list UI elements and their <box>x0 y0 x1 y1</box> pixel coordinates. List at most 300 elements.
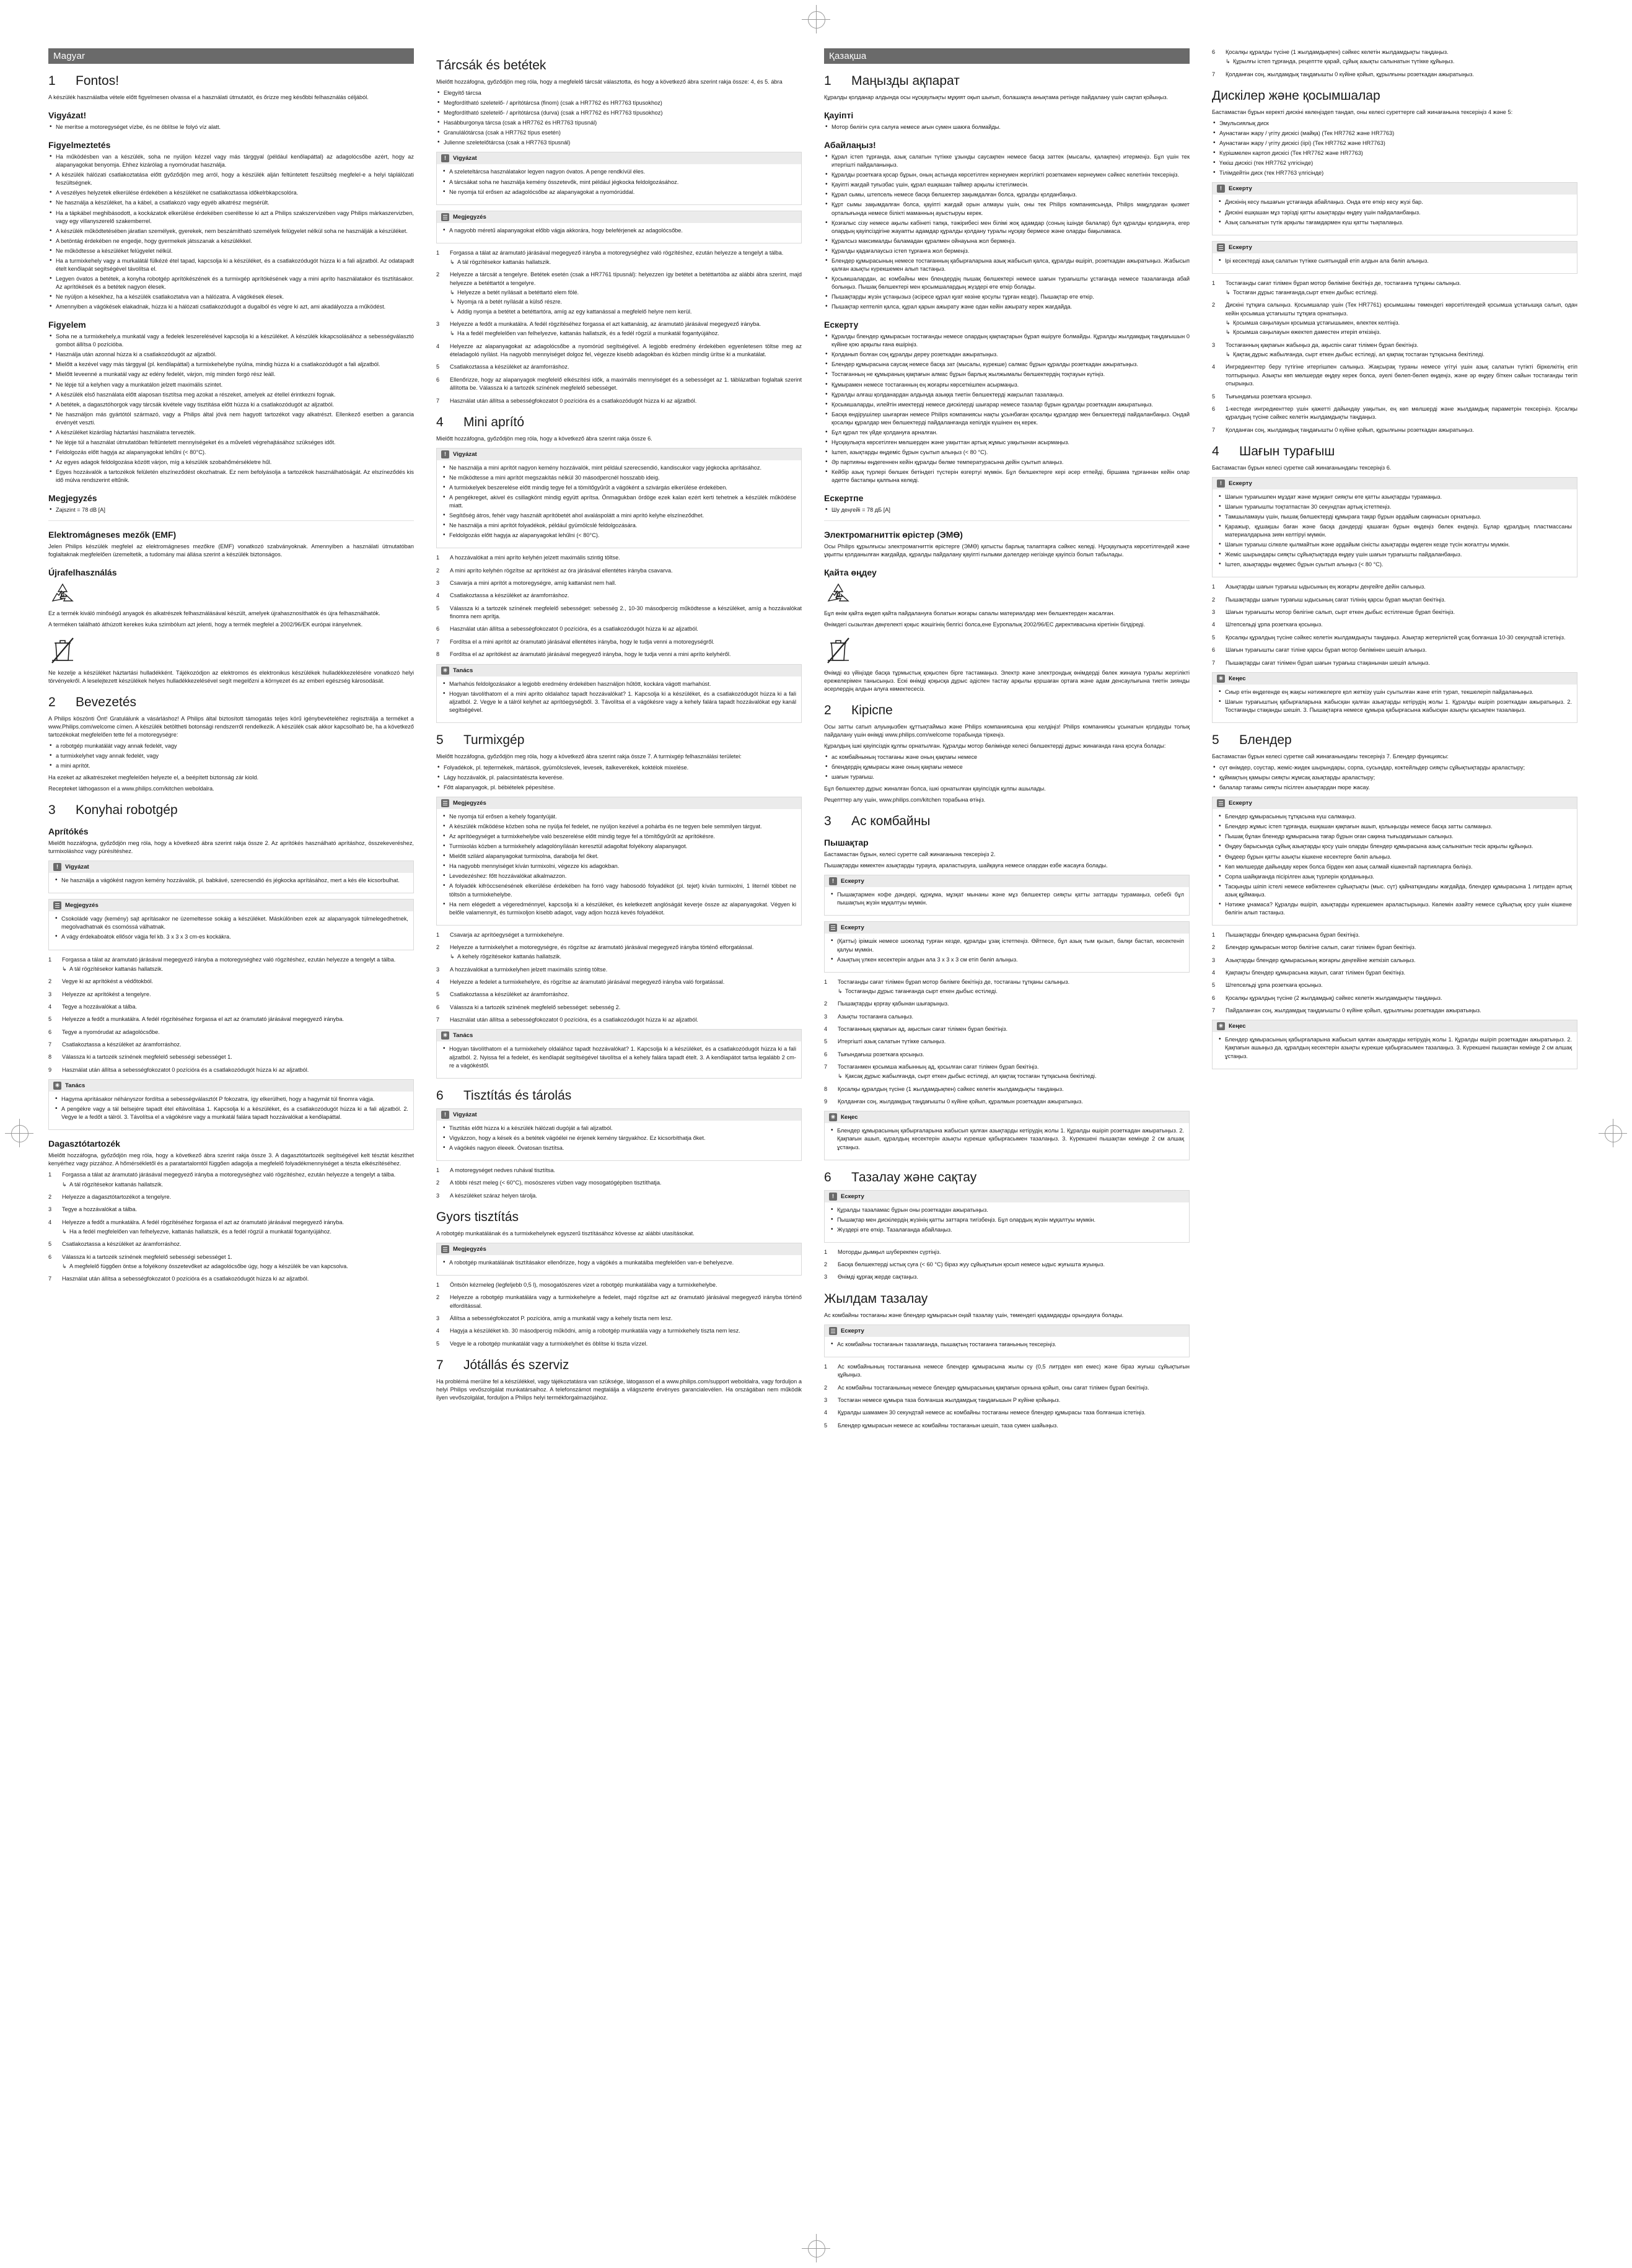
step-text: Vegye le a robotgép munkatálát vagy a turmixkelyhet és öblítse ki tiszta vízzel. <box>450 1340 648 1347</box>
box-body <box>49 911 413 949</box>
box-title: Кеңес <box>1229 1023 1246 1030</box>
note-icon <box>1217 799 1225 807</box>
box-body <box>1213 195 1577 234</box>
list-item: • Пышақтарды жүзін ұстаңызыз (әсіресе құрал қуат көзіне қосулы тұрған кезде). Пышақтар өте өткір. <box>824 293 1190 301</box>
list-item: • Ne nyúljon a késekhez, ha a készülék csatlakoztatva van a hálózatra. A vágókések élesek. <box>48 293 414 301</box>
step-text: Тығындағыш розеткаға қосыңыз. <box>838 1051 924 1057</box>
list-item: • Пышақ бұлан бленедр құмырасына тағар бұрын оған сақина тығыздағышын салыңыз. <box>1217 833 1572 841</box>
list-item: • сүт өнімдер, соустар, жеміс-жидек шырындары, сорпа, сусындар, коктейльдер сияқты сұйықтықтарды араластыру; <box>1212 764 1577 772</box>
step-text: 1-кестеде ингредиенттер үшін қажетті дайындау уақытын, ең көп мөлшерді және жылдамдық параметрін тексеріңіз. Қосалқы құралдың түсіне сәйкес келетін жылдамдықты таңдаңыз. <box>1226 405 1577 421</box>
box-title: Megjegyzés <box>453 1245 486 1253</box>
step-text: Тостаған немесе құмыра таза болғанша жылдамдық таңдағышын P күйіне қойыңыз. <box>838 1396 1061 1403</box>
numbered-item <box>436 271 802 316</box>
subsection-heading: Электромагниттік өрістер (ЭМӨ) <box>824 530 963 540</box>
note-box <box>1212 241 1577 274</box>
step-text: Helyezze a tárcsát a tengelyre. Betétek esetén (csak a HR7761 típusnál): helyezzen így betétet a betéttartóba az alábbi ábra szerint, majd helyezze a betéttartót a tengelyre. <box>450 271 802 286</box>
paragraph: Пышақтарды көмектен азықтарды турауға, араластыруға, шайқауға немесе олардан езбе жасауға болады. <box>824 862 1108 869</box>
numbered-item <box>48 1275 414 1283</box>
step-note: ↳ Ha a fedél megfelelően van felhelyezve, kattanás hallatszik, és a fedél rögzül a munkatál fogantyújához. <box>450 330 802 338</box>
list-item: • Ha a tápkábel meghibásodott, a kockázatok elkerülése érdekében cseréltesse ki azt a Philips szakszervizében vagy Philips márkaszervizben, vagy egy villanyszerelő szakemberrel. <box>48 209 414 225</box>
step-text: Штепсельді ұрпа розеткаға қосыңыз. <box>1226 982 1323 989</box>
box-body <box>825 887 1189 915</box>
section-title: Mini aprító <box>463 414 525 429</box>
box-body <box>1213 1032 1577 1068</box>
box-title: Megjegyzés <box>65 902 99 909</box>
numbered-item <box>824 1384 1190 1392</box>
box-body <box>1213 809 1577 925</box>
box-body <box>1213 685 1577 722</box>
numbered-item <box>824 1248 1190 1256</box>
section-title: Ас комбайны <box>851 814 931 829</box>
bullet-list <box>442 1259 796 1267</box>
numbered-item <box>436 638 802 646</box>
step-text: Қақпақты блендер құмырасына жауып, сағат тілімен бұрап бекітіңіз. <box>1226 970 1406 976</box>
bullet-list <box>442 680 796 714</box>
note-icon <box>829 1327 837 1335</box>
step-note: ↳ Helyezze a betét nyílásait a betéttartó elem fölé. <box>450 289 802 297</box>
list-item: • Granulálótárcsa (csak a HR7762 típus esetén) <box>436 129 802 137</box>
numbered-item <box>1212 341 1577 359</box>
step-text: Tegye a hozzávalókat a tálba. <box>62 1003 138 1010</box>
list-item: • Қолданып болған соң құралды дереу розеткадан ажыратыңыз. <box>824 351 1190 359</box>
paragraph: Mielőtt hozzáfogna, győződjön meg róla, hogy a következő ábra szerint rakja össze 3. A dagasztótartozék segítségével kelt tésztát készíthet kenyérhez vagy pizzához. A hőmérsékletől és a paratartalomtól függően adagolja a megfelelő folyadékmennyiséget a tészta elkészítéséhez. <box>48 1152 414 1167</box>
numbered-item <box>1212 621 1577 629</box>
section-title: Jótállás és szerviz <box>463 1358 569 1373</box>
step-text: Csatlakoztassa a készüléket az áramforráshoz. <box>450 592 569 599</box>
subsection-heading: Ескерту <box>824 320 859 330</box>
box-header <box>1213 183 1577 195</box>
list-item: • Hogyan távolíthatom el a turmixkehely oldalához tapadt hozzávalókat? 1. Kapcsolja ki a készüléket, és a csatlakozódugót húzza ki a fali aljzatból. 2. Nyissa fel a fedelet, és kenőlapát segítségével távolítsa el a kehely falára tapadt ételt. 3. A kenőlapátot tartsa legalább 2 cm-re a vágókéstől. <box>442 1045 796 1069</box>
step-text: Қолданған соң, жылдамдық таңдағышты 0 күйіне қойып, құрылғыны розеткадан ажыратыңыз. <box>1226 71 1474 77</box>
bullet-list <box>48 506 414 514</box>
step-text: A hozzávalókat a turmixkelyhen jelzett maximális szintig töltse. <box>450 966 608 973</box>
step-text: A mini apríto kelyhén rögzítse az aprítókést az óra járásával ellentétes irányba csavarva. <box>450 567 673 574</box>
numbered-list <box>436 554 802 659</box>
list-item: • Ne lépje túl a használat útmutatóban feltüntetett mennyiségeket és a műveleti végrehajtásához szükséges időt. <box>48 439 414 447</box>
box-header <box>49 1080 413 1092</box>
numbered-item <box>824 1000 1190 1008</box>
list-item: • Басқа өндірушілер шығарған немесе Philips компаниясы нақты ұсынбаған қосалқы құралдар мен бөлшектерді пайдаланбаңыз. Ондай қосалқы құралдар мен бөлшектерді пайдаланғанда кепілдік күшінен ең керек. <box>824 411 1190 427</box>
numbered-item <box>48 1206 414 1214</box>
list-item: • құймақтың қамыры сияқты жұмсақ азықтарды араластыру; <box>1212 774 1577 782</box>
subsection-heading: Қайта өңдеу <box>824 567 877 578</box>
paragraph: A Philips köszönti Önt! Gratulálunk a vásárláshoz! A Philips által biztosított támogatás teljes körű igénybevételéhez regisztrálja a terméket a www.Philips.com/welcome címen. A készülék betöltheti botonsági rendszerről rendelkezik. A készülék csak akkor kapcsolható be, ha a következő tartozékokat megfelelően tette fel a motoregységre: <box>48 715 414 738</box>
list-item: • Шағын турағыштың қабырғаларына жабысқан қалған азықтарды кетірудің жолы 1. Құралды өшіріп розеткадан ажыратыңыз. 2. Тостағанды стақанды шешіп. 3. Пышақтарға немесе құмыра қабырғасына жабысқан азықты қасықпен тазалаңыз. <box>1217 698 1572 714</box>
step-text: Válassza ki a tartozék színének megfelelő sebességet: sebesség 2., 10-30 másodpercig működtesse a készüléket, amíg a hozzávalókat finomra nem aprítja. <box>450 605 802 620</box>
numbered-item <box>436 1167 802 1175</box>
paragraph: Рецепттер алу үшін, www.philips.com/kitchen торабына өтіңіз. <box>824 797 986 803</box>
list-item: • a turmixkelyhet vagy annak fedelét, vagy <box>48 752 414 760</box>
box-title: Tanács <box>453 667 473 674</box>
box-title: Megjegyzés <box>453 800 486 807</box>
step-text: Шағын турағышты мотор бөлігіне салып, сырт еткен дыбыс естілгенше бұрап бекітіңіз. <box>1226 609 1455 616</box>
list-item: • Пышақтар мен дискілердің жүзінің қатты заттарға тигізбеңіз. Бұл олардың жүзін мұқалтуы мүмкін. <box>830 1216 1184 1224</box>
step-text: Пайдаланған соң, жылдамдық таңдағышты 0 күйіне қойып, құрылғыны розеткадан ажыратыңыз. <box>1226 1007 1481 1014</box>
list-item: • Ne lépje túl a kelyhen vagy a munkatálon jelzett maximális szintet. <box>48 381 414 389</box>
numbered-item <box>824 1051 1190 1059</box>
step-note: ↳ Құрылғы істеп тұрғанда, рецептте қарай, сұйық азықты салынатын түтікке құйыңыз. <box>1226 58 1577 66</box>
list-item: • Құрал сымы, штепсель немесе басқа бөлшектер зақымдалған болса, құралды қолданбаңыз. <box>824 191 1190 199</box>
paragraph: A készülék használatba vétele előtt figyelmesen olvassa el a használati útmutatót, és őrizze meg későbbi felhasználás céljából. <box>48 94 369 100</box>
list-item: • Vigyázzon, hogy a kések és a betétek vágóélei ne érjenek kemény tárgyakhoz. Ez kicsorbíthatja őket. <box>442 1134 796 1142</box>
numbered-item <box>824 1063 1190 1081</box>
list-item: • Өңдеу барысында сұйық азықтарды қосу үшін оларды блендер құмырасына азық салынатын тесік арқылы құйыңыз. <box>1217 843 1572 851</box>
numbered-item <box>48 956 414 974</box>
box-header <box>1213 1020 1577 1032</box>
list-item: • Үккіш дискісі (тек HR7762 үлгісінде) <box>1212 159 1577 167</box>
numbered-item <box>824 1085 1190 1093</box>
list-item: • Қозғалыс сізу немесе ақылы кабінеті тапқа, тәжірибесі мен білімі жоқ адамдар (соның ішінде балалар) бұл құралды қолдануға, егер олардың қауіпсіздігіне жауапты адамдар құралды қолдану туралы нұсқау бермесе және оларды бақыламаса. <box>824 219 1190 235</box>
list-item: • Азық салынатын түтік арқылы тағамдармен күш қатты тықпалаңыз. <box>1217 219 1572 227</box>
step-note: ↳ A kehely rögzítésekor kattanás hallatszik. <box>450 953 802 961</box>
numbered-item <box>436 966 802 974</box>
list-item: • Тасқынды шіпіп істелі немесе көбіктенген сұйықтықты (мыс. сүт) қайнатқандағы жағдайда, блендер құмырасына 1 литрден артық азық құймаңыз. <box>1217 883 1572 899</box>
box-header <box>1213 478 1577 489</box>
divider <box>48 520 414 521</box>
numbered-item <box>824 1396 1190 1404</box>
list-item: • Soha ne a turmixkehely,a munkatál vagy a fedelek leszerelésével kapcsolja ki a készüléket. A készülék kikapcsolásához a sebességválasztó gombot állítsa 0 pozícióba. <box>48 333 414 349</box>
tip-icon <box>829 1113 837 1121</box>
list-item: • Сорпа шайқағанда пісірілген азық түрлерін қолданыңыз. <box>1217 873 1572 881</box>
subsection-heading: Figyelem <box>48 320 86 330</box>
numbered-item <box>436 249 802 267</box>
section-title: Кіріспе <box>851 703 893 717</box>
step-text: Қосалқы құралдың түсіне (1 жылдамдықпен) сәйкес келетін жылдамдықты таңдаңыз. <box>838 1085 1064 1092</box>
list-item: • A szeleteltárcsa használatakor legyen nagyon óvatos. A penge rendkívül éles. <box>442 168 796 176</box>
section-number: 1 <box>48 74 56 88</box>
step-text: Helyezze az aprítókést a tengelyre. <box>62 991 151 997</box>
list-item: • блендердің құмырасы және оның қақпағы немесе <box>824 763 1190 771</box>
list-item: • Ne nyomja túl erősen a kehely fogantyúját. <box>442 813 796 821</box>
list-item: • Нәтиже ұнамаса? Құралды өшіріп, азықтарды күрекшемен араластырыңыз. Көлемін азайту немесе сұйықтық қосу үшін кішкене бөлігін алып тастаңыз. <box>1217 901 1572 917</box>
bullet-list <box>830 1206 1184 1234</box>
step-text: Válassza ki a tartozék színének megfelelő sebességet: sebesség 2. <box>450 1004 621 1010</box>
numbered-item <box>48 1028 414 1036</box>
list-item: • Folyadékok, pl. tejtermékek, mártások, gyümölcslevek, levesek, italkeverékek, koktélok mixelése. <box>436 764 802 772</box>
list-item: • Қауіпті жағдай туғызбас үшін, құрал ешқашан таймер арқылы істетілмесін. <box>824 181 1190 189</box>
step-note: ↳ A tál rögzítésekor kattanás hallatszik. <box>62 1181 414 1189</box>
section-number: 3 <box>824 814 831 829</box>
bullet-list <box>824 753 1190 781</box>
list-item: • A veszélyes helyzetek elkerülése érdekében a készüléket ne csatlakoztassa időkelrbkapcsolóra. <box>48 189 414 197</box>
list-item: • Ne használja a mini aprítót nagyon kemény hozzávalók, mint például szerecsendió, kandiscukor vagy jégkocka aprításához. <box>442 464 796 472</box>
list-item: • Az egyes adagok feldolgozása között várjon, míg a készülék szobahőmérsékletre hűl. <box>48 458 414 466</box>
subsection-heading: Elektromágneses mezők (EMF) <box>48 530 177 540</box>
numbered-list <box>1212 931 1577 1015</box>
section-title: Bevezetés <box>76 694 137 709</box>
list-item: • A folyadék kifröccsenésének elkerülése érdekében ha forró vagy habosodó folyadékot (pl. tejet) kíván turmixolni, 1 liternél többet ne töltsön a turmixkehelybe. <box>442 882 796 898</box>
bullet-list <box>48 333 414 484</box>
list-item: • A nagyobb méretű alapanyagokat előbb vágja akkorára, hogy beleférjenek az adagolócsőbe. <box>442 227 796 235</box>
numbered-item <box>824 1038 1190 1046</box>
step-text: A készüléket száraz helyen tárolja. <box>450 1192 537 1199</box>
box-title: Megjegyzés <box>453 213 486 221</box>
bullet-list <box>54 877 408 885</box>
registration-mark-top <box>802 5 830 33</box>
box-title: Ескерту <box>1229 800 1252 807</box>
step-text: Helyezze az alapanyagokat az adagolócsőbe a nyomórúd segítségével. A legjobb eredmény érdekében egyenletesen töltse meg az ételadagoló nyílást. Ha nagyobb mennyiséget dolgoz fel, végezze kisebb adagokban és közben mindig ürítse ki a munkatálat. <box>450 343 802 358</box>
bullet-list <box>1212 120 1577 177</box>
crossed-out-bin-icon <box>50 636 76 664</box>
numbered-item <box>436 944 802 961</box>
list-item: • Әр партияны өңдегеннен кейін құралды бөлме температурасына дейін суытып алаңыз. <box>824 458 1190 466</box>
text-column <box>436 48 802 1435</box>
list-item: • Amennyiben a vágókések elakadnak, húzza ki a hálózati csatlakozódugót a dugalból és végre ki azt, ami akadályozza a működést. <box>48 303 414 311</box>
section-heading <box>824 703 1190 718</box>
box-header <box>437 1243 801 1255</box>
step-text: Tegye a hozzávalókat a tálba. <box>62 1206 138 1213</box>
numbered-item <box>436 978 802 986</box>
numbered-item <box>436 931 802 939</box>
step-text: Азықты тостағанға салыңыз. <box>838 1013 914 1020</box>
step-note: ↳ Қаксақ дұрыс жабылғанда, сырт еткен дыбыс естіледі, ал қақтақ тостаған тұтқасына бекітіледі. <box>838 1072 1190 1080</box>
step-text: Ellenőrizze, hogy az alapanyagok megfelelő elkészítési idők, a maximális mennyiséget és a sebességet az 1. táblázatban foglaltak szerint állította be. Válassza ki a tartozék színének megfelelő sebességet. <box>450 376 802 392</box>
tip-box <box>1212 1020 1577 1069</box>
step-text: Forgassa a tálat az áramutató járásával megegyező irányba a motoregységhez való rögzítéshez, ezután helyezze a tengelyt a tálba. <box>62 956 396 963</box>
step-text: Vegye ki az aprítókést a védőtokból. <box>62 978 154 985</box>
section-heading <box>824 814 1190 829</box>
bullet-list <box>1217 1036 1572 1060</box>
numbered-list <box>48 1171 414 1283</box>
step-note: ↳ Тостаған дұрыс тағанғанда,сырт еткен дыбыс естіледі. <box>1226 289 1577 297</box>
numbered-item <box>824 1013 1190 1021</box>
subsection-heading: Абайлаңыз! <box>824 140 876 151</box>
step-text: Блендер құмырасын немесе ас комбайны тостағанын шешіп, таза сумен шайыңыз. <box>838 1422 1058 1429</box>
numbered-item <box>436 1004 802 1012</box>
bullet-list <box>442 1124 796 1152</box>
step-text: Қосалқы құралдың түсіне сәйкес келетін жылдамдықты таңдаңыз. Азықтар жетерліктей ұсақ болғанша 10-30 секундтай істетіңіз. <box>1226 634 1566 641</box>
list-item: • A betétek, a dagasztóhorgok vagy tárcsák kivétele vagy tisztítása előtt húzza ki a csatlakozódugót az aljzatból. <box>48 401 414 409</box>
step-text: Helyezze a fedőt a munkatálra. A fedél rögzítéséhez forgassa el azt az óramutató járásával megegyező irányba. <box>62 1219 344 1225</box>
step-text: Моторды дымқыл шүберекпен сүртіңіз. <box>838 1248 941 1255</box>
paragraph: Recepteket láthogasson el a www.philips.com/kitchen weboldalra. <box>48 786 214 792</box>
list-item: • Шағын турағышты тоқтатпастан 30 секундтан артық істетпеңіз. <box>1217 503 1572 511</box>
box-title: Ескерту <box>1229 479 1252 487</box>
step-text: Тостағанды сағат тілімен бұрап мотор бөлімге бекітіңіз де, тостағаны тұтқаны салыңыз. <box>838 978 1070 985</box>
numbered-item <box>436 1340 802 1348</box>
numbered-item <box>436 320 802 338</box>
section-number: 1 <box>824 74 831 88</box>
list-item: • Кейбір азық түрлері бөлшек бетіндегі түстерін өзгертуі мүмкін. Бұл бөлшектерге кері әсер етпейді, біршама тұрғаннан кейін олар әдетте бастапқы қалпына келеді. <box>824 468 1190 484</box>
section-heading <box>1212 733 1577 748</box>
step-note: ↳ A megfelelő függően öntse a folyékony összetevőket az adagolócsőbe úgy, hogy a készülék be van kapcsolva. <box>62 1263 414 1271</box>
box-body <box>437 223 801 243</box>
numbered-item <box>436 579 802 587</box>
list-item: • Főtt alapanyagok, pl. bébiételek pépesítése. <box>436 784 802 792</box>
box-header <box>825 1191 1189 1202</box>
warning-icon <box>1217 479 1225 488</box>
numbered-item <box>436 605 802 621</box>
warning-box <box>436 152 802 204</box>
bullet-list <box>48 742 414 770</box>
list-item: • Пышақтармен кофе дәндері, құркұма, мұзқат мынаны және мұз бөлшектер сияқты қатты заттарды турамаңыз, себебі бұл пышақтың жүзін мұқалтуы мүмкін. <box>830 891 1184 907</box>
divider <box>824 520 1190 521</box>
step-text: Тығындағыш розеткаға қосыңыз. <box>1226 393 1312 400</box>
list-item: • Ha nem elégedett a végeredménnyel, kapcsolja ki a készüléket, és keletkezett anglóságát keverje össze az alapanyagokat. Végyen ki belőle valamennyit, és turmixoljon kisebb adagot, vagy adjon hozzá kevés folyadékot. <box>442 901 796 917</box>
bullet-list <box>48 123 414 131</box>
step-text: Helyezze a robotgép munkatálára vagy a turmixkehelyre a fedelet, majd rögzítse azt az óramutató járásával megegyező irányba történő elfordítással. <box>450 1294 802 1309</box>
section-title: Шағын турағыш <box>1239 444 1335 458</box>
text-column <box>824 48 1190 1435</box>
list-item: • Feldolgozás előtt hagyja az alapanyagokat lehűlni (< 80°C). <box>48 449 414 457</box>
list-item: • Шағын турағыш сілкеле қылмайтын және әрдайым сіністы азықтарды өңдеген кезде түсін жоғалтуы мүмкін. <box>1217 541 1572 549</box>
section-title: Блендер <box>1239 733 1292 748</box>
note-box <box>436 211 802 243</box>
numbered-item <box>1212 583 1577 591</box>
paragraph: Ас комбайны тостағаны және блендер құмырасын оңай тазалау үшін, төмендегі қадамдарды орындауға болады. <box>824 1311 1124 1318</box>
numbered-list <box>1212 583 1577 667</box>
list-item: • Құралды розеткаға қосар бұрын, оның астында көрсетілген кернеумен жергілікті розеткамен кернеумен сәйкес келетінін тексеріңіз. <box>824 171 1190 179</box>
subsection-heading: Vigyázat! <box>48 110 87 121</box>
box-body <box>1213 489 1577 577</box>
box-header <box>825 875 1189 887</box>
subsection-heading: Újrafelhasználás <box>48 567 117 578</box>
section-number: 2 <box>824 703 831 717</box>
list-item: • Құралды тазаламас бұрын оны розеткадан ажыратыңыз. <box>830 1206 1184 1214</box>
tip-box <box>436 664 802 723</box>
numbered-item <box>1212 944 1577 952</box>
numbered-item <box>824 1273 1190 1281</box>
step-text: Fordítsa el a mini aprítót az óramutató járásával ellentétes irányba, hogy le tudja venni a motoregységről. <box>450 638 714 645</box>
numbered-list <box>436 1167 802 1200</box>
box-title: Ескерту <box>1229 185 1252 193</box>
numbered-item <box>436 397 802 405</box>
list-item: • Lágy hozzávalók, pl. palacsintatészta keverése. <box>436 774 802 782</box>
note-icon <box>441 799 449 807</box>
bullet-list <box>436 764 802 792</box>
paragraph: Ez a termék kiváló minőségű anyagok és alkatrészek felhasználásával készült, amelyek újrahasznosíthatók és újra felhasználhatók. <box>48 610 380 617</box>
warning-icon <box>53 863 61 871</box>
box-title: Ескерту <box>1229 243 1252 251</box>
paragraph: Mielőtt hozzáfogna, győződjön meg róla, hogy a következő ábra szerint rakja össze 7. A turmixgép felhasználási területei: <box>436 753 742 760</box>
bullet-list <box>830 891 1184 907</box>
list-item: • Ірі кесектерді азық салатын түтікке сыятындай етіп алдын ала бөліп алыңыз. <box>1217 257 1572 265</box>
warning-icon <box>441 1111 449 1119</box>
box-header <box>825 1111 1189 1123</box>
numbered-item <box>1212 596 1577 604</box>
list-item: • Ha a turmixkehely vagy a murkalátál fülkézé étel tapad, kapcsolja ki a készüléket, és a csatlakozódugót húzza ki a fali aljzatból. Az odatapadt ételt kenőlapát segítségével távolítsa el. <box>48 257 414 273</box>
step-text: Helyezze a fedőt a munkatálra. A fedél rögzítéséhez forgassa el azt kattanásig, az áramutató járásával megegyező irányba. <box>450 321 761 328</box>
bullet-list <box>54 915 408 941</box>
numbered-item <box>48 1193 414 1201</box>
numbered-item <box>436 650 802 659</box>
section-title: Маңызды ақпарат <box>851 74 960 88</box>
list-item: • Legyen óvatos a betétek, a konyha robotgép aprítókészének és a turmixgép aprítókésének vagy a mini apríto használatakor és tisztításakor. Az aprítókések és a betétek nagyon élesek. <box>48 275 414 291</box>
list-item: • Feldolgozás előtt hagyja az alapanyagokat lehűlni (< 80°C). <box>442 532 796 540</box>
box-body <box>825 934 1189 971</box>
numbered-item <box>436 343 802 359</box>
bullet-list <box>1217 493 1572 569</box>
box-header <box>437 665 801 676</box>
list-item: • Тостағанның не құмыраның қақпағын алмас бұрын барлық жылжымалы бөлшектердің тоқтауын күтіңіз. <box>824 370 1190 379</box>
list-item: • Блендер құмырасының қабырғаларына жабысып қалған азықтарды кетірудің жолы 1. Құралды өшіріп розеткадан ажыратыңыз. 2. Қақпағын ашып, құралдың кесектерін азықты күрекше қабырғасымен тазалаңыз. 3. Күрекшені пышақтан кемінде 2 см алшақ ұстаңыз. <box>830 1127 1184 1151</box>
list-item: • Az aprítóegységet a turmixkehelybe való beszerelése előtt mindig tegye fel a tömítőgyűrűt az aprítókésre. <box>442 833 796 841</box>
list-item: • Блендер құмырасына саусақ немесе басқа зат (мысалы, күрекше) салмас бұрын құралды розеткадан ажыратыңыз. <box>824 361 1190 369</box>
step-text: Қосалқы құралдың түсіне (2 жылдамдық) сәйкес келетін жылдамдықты таңдаңыз. <box>1226 994 1442 1001</box>
list-item: • Көп мөлшерде дайындау керек болса бірден көп азық салмай кішкентай партияларға бөліңіз. <box>1217 863 1572 871</box>
list-item: • A betöntág érdekében ne engedje, hogy gyermekek játsszanak a készülékkel. <box>48 237 414 245</box>
bullet-list <box>1217 688 1572 714</box>
subsection-heading-large <box>436 1210 802 1225</box>
section-heading <box>824 74 1190 89</box>
box-header <box>437 152 801 164</box>
list-item: • A robotgép munkatálának tisztításakor ellenőrizze, hogy a vágókés a munkatálba megfelelően van-e behelyezve. <box>442 1259 796 1267</box>
list-item: • балалар тағамы сияқты пісілген азықтардан пюре жасау. <box>1212 784 1577 792</box>
subsection-heading-large <box>436 58 802 73</box>
step-text: Тостағанның қақпағын ад, ақыспын сағат тілімен бұрап бекітіңіз. <box>838 1026 1008 1032</box>
section-number: 6 <box>436 1088 444 1103</box>
box-title: Ескерту <box>841 1327 864 1334</box>
registration-mark-right <box>1599 1119 1627 1147</box>
box-title: Vigyázat <box>453 450 477 458</box>
numbered-item <box>824 1025 1190 1033</box>
list-item: • Julienne szeletelőtárcsa (csak a HR7763 típusnál) <box>436 139 802 147</box>
list-item: • Ha működésben van a készülék, soha ne nyúljon kézzel vagy más tárggyal (például kenőlapáttal) az adagolócsőbe azért, hogy az alapanyagokat benyomja. Ehhez kizárólag a nyomórudat használja. <box>48 153 414 169</box>
list-item: • Күрішмелен картоп дискісі (Тек HR7762 және HR7763) <box>1212 149 1577 157</box>
list-item: • A készülék működése közben soha ne nyúlja fel fedelet, ne nyúljon kezével a pohárba és ne tegyen bele semmilyen tárgyat. <box>442 823 796 831</box>
step-text: Шағын турағышты сағат тіліне қарсы бұрап мотор бөлімінен шешіп алыңыз. <box>1226 647 1427 654</box>
list-item: • Tisztítás előtt húzza ki a készülék hálózati dugóját a fali aljzatból. <box>442 1124 796 1132</box>
numbered-list <box>436 249 802 405</box>
list-item: • Қосымшаларды, илейтін имектерді немесе дискілерді шығарар немесе тазалар бұрын құралды розеткадан ажыратыңыз. <box>824 401 1190 409</box>
warning-box <box>436 1108 802 1161</box>
step-note: ↳ Қосымша саңылауын қосымша ұстағышымен, өлектек келтіңіз. <box>1226 319 1577 327</box>
recycle-icon <box>50 582 76 606</box>
step-text: Csavarja a mini aprítót a motoregységre, amíg kattanást nem hall. <box>450 580 616 587</box>
list-item: • Тамшыламауы үшін, пышақ бөлшектерді құмыраға тақар бұрын әрдайым сақинасын орнатыңыз. <box>1217 513 1572 521</box>
list-item: • Segítőség átros, fehér vagy használt aprítóbetét ahol avaláspolátt a mini aprító kelyhe elszíneződhet. <box>442 512 796 520</box>
note-icon <box>829 924 837 932</box>
tip-icon <box>441 1031 449 1040</box>
list-item: • Бұл құрал тек үйде қолдануға арналған. <box>824 429 1190 437</box>
box-title: Vigyázat <box>65 864 89 871</box>
box-title: Кеңес <box>841 1114 858 1121</box>
list-item: • Жеміс шырындары сияқты сұйықтықтарда өңдеу үшін шағын турағышты пайдаланбаңыз. <box>1217 551 1572 559</box>
warning-box <box>1212 182 1577 235</box>
numbered-item <box>824 1363 1190 1380</box>
section-heading <box>436 733 802 748</box>
bullet-list <box>830 1127 1184 1151</box>
bullet-list <box>1217 198 1572 226</box>
list-item: • A pengékreget, akivel és csillagkönt mindig együtt aprítsa. Önmagukban ördöge ezek kalan ezért kerti tehetnek a készülék működése miatt. <box>442 494 796 510</box>
step-text: Helyezze a turmixkelyhet a motoregységre, és rögzítse az áramutató járásával megegyező irányba történő elforgatással. <box>450 944 754 951</box>
list-item: • Egyes hozzávalók a tartozékok felületén elszíneződést okozhatnak. Ez nem befolyásolja a tartozékok használhatóságát. Az elszíneződés kis idő múlva rendszerint eltűnik. <box>48 468 414 484</box>
box-body <box>825 1337 1189 1357</box>
subsection-title: Tárcsák és betétek <box>436 58 546 72</box>
box-body <box>49 1092 413 1129</box>
numbered-list <box>436 931 802 1025</box>
list-item: • Hagyma aprításakor néhányszor fordítsa a sebességválasztót P fokozatra, így elkerülheti, hogy a hagymát túl finomra vágja. <box>54 1095 408 1103</box>
numbered-item <box>1212 931 1577 939</box>
box-header <box>49 900 413 911</box>
tip-box <box>48 1079 414 1130</box>
numbered-item <box>436 567 802 575</box>
list-item: • Қаражыр, құшақшы баған және басқа дәндерді қашаған бұрын өңдеңіз бөлек ендеңіз. Бұлар құралдың пластмассаны материалдарына зиян келтіруі мүмкін. <box>1217 523 1572 539</box>
bullet-list <box>824 506 1190 514</box>
list-item: • Аунастаған жару / үгіту дискісі (іірі) (Тек HR7762 және HR7763) <box>1212 139 1577 147</box>
step-note: ↳ Қосымша саңылауын өжектеп даместен итеріп өткізіңіз. <box>1226 328 1577 336</box>
numbered-item <box>1212 994 1577 1002</box>
numbered-item <box>436 1281 802 1289</box>
box-body <box>437 1255 801 1275</box>
section-number: 5 <box>436 732 444 747</box>
recycle-icon <box>825 582 851 606</box>
bullet-list <box>436 89 802 147</box>
numbered-item <box>436 1192 802 1200</box>
list-item: • Megfordítható szeletelő- / aprítótárcsa (finom) (csak a HR7762 és HR7763 típusokhoz) <box>436 99 802 107</box>
numbered-item <box>48 1066 414 1074</box>
step-text: Csatlakoztassa a készüléket az áramforráshoz. <box>450 364 569 370</box>
